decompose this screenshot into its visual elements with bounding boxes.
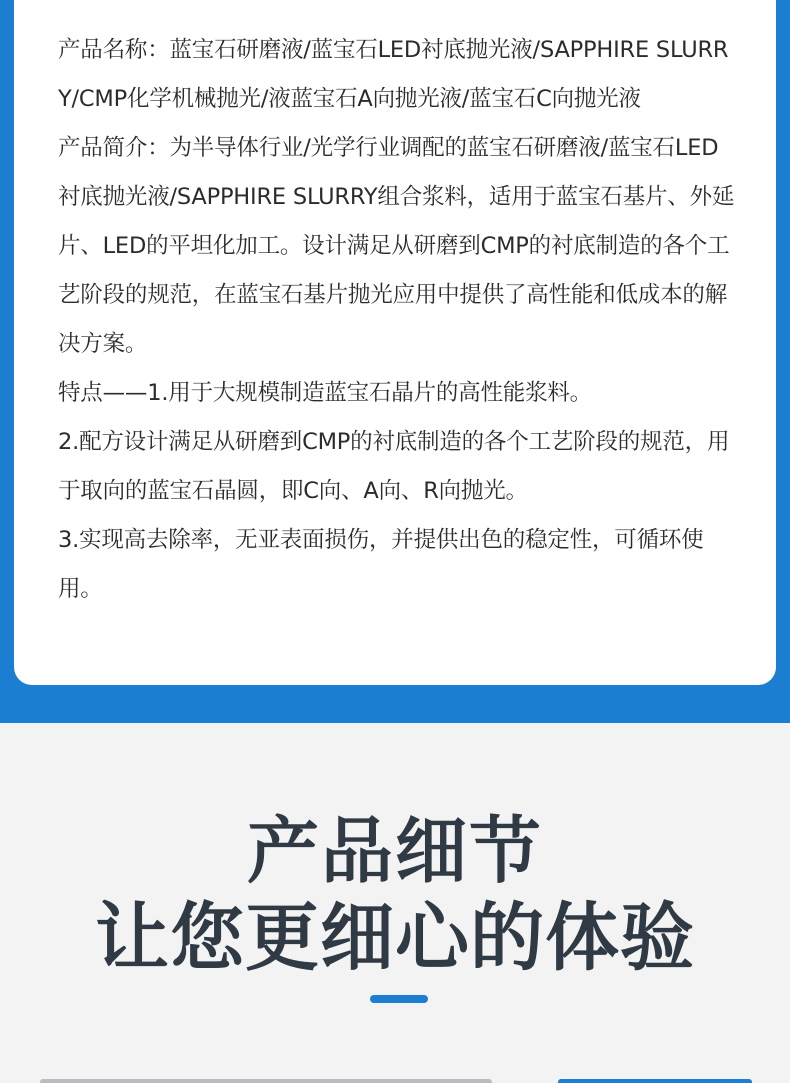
product-intro-paragraph: 产品简介：为半导体行业/光学行业调配的蓝宝石研磨液/蓝宝石LED衬底抛光液/SAPPHIRE SLURRY组合浆料，适用于蓝宝石基片、外延片、LED的平坦化加工。设计满足从研磨到CMP的衬底制造的各个工艺阶段的规范，在蓝宝石基片抛光应用中提供了高性能和低成本的解决方案。: [58, 135, 735, 357]
product-description-card: [14, 0, 776, 685]
feature-2-paragraph: 2.配方设计满足从研磨到CMP的衬底制造的各个工艺阶段的规范，用于取向的蓝宝石晶圆，即C向、A向、R向抛光。: [58, 429, 730, 504]
feature-3-paragraph: 3.实现高去除率，无亚表面损伤，并提供出色的稳定性，可循环使用。: [58, 527, 704, 602]
bottom-image-edge-left: [40, 1079, 492, 1083]
feature-1-paragraph: 特点——1.用于大规模制造蓝宝石晶片的高性能浆料。: [58, 380, 592, 406]
title-accent-bar: [370, 995, 428, 1003]
section-subtitle: 让您更细心的体验: [95, 895, 695, 981]
product-details-section: [0, 723, 790, 1083]
product-name-paragraph: 产品名称：蓝宝石研磨液/蓝宝石LED衬底抛光液/SAPPHIRE SLURRY/CMP化学机械抛光/液蓝宝石A向抛光液/蓝宝石C向抛光液: [58, 37, 729, 112]
section-title: 产品细节: [246, 808, 543, 893]
bottom-image-edge-right: [558, 1079, 752, 1083]
